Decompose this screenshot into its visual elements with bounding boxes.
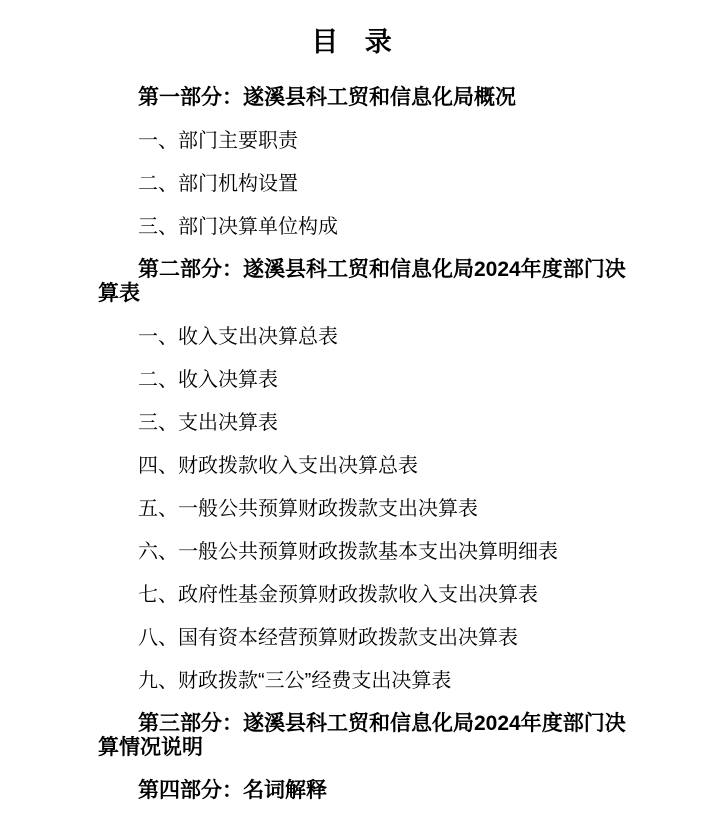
toc-item-part2-8: 八、国有资本经营预算财政拨款支出决算表 [138,627,518,649]
toc-item-part1-1: 一、部门主要职责 [138,130,298,152]
toc-item-part1-3: 三、部门决算单位构成 [138,216,338,238]
toc-item-part2-1: 一、收入支出决算总表 [138,326,338,348]
page-title: 目 录 [311,27,393,57]
toc-item-part2-2: 二、收入决算表 [138,369,278,391]
section-heading-part3: 第三部分：遂溪县科工贸和信息化局2024年度部门决算情况说明 [98,712,626,759]
section-heading-part4: 第四部分：名词解释 [138,779,327,802]
toc-item-part2-5: 五、一般公共预算财政拨款支出决算表 [138,498,478,520]
toc-item-part2-4: 四、财政拨款收入支出决算总表 [138,455,418,477]
toc-item-part2-9: 九、财政拨款“三公”经费支出决算表 [138,670,452,692]
toc-item-part2-6: 六、一般公共预算财政拨款基本支出决算明细表 [138,541,558,563]
toc-item-part2-3: 三、支出决算表 [138,412,278,434]
section-heading-part1: 第一部分：遂溪县科工贸和信息化局概况 [138,86,516,109]
toc-item-part2-7: 七、政府性基金预算财政拨款收入支出决算表 [138,584,538,606]
section-heading-part2: 第二部分：遂溪县科工贸和信息化局2024年度部门决算表 [98,258,626,305]
toc-item-part1-2: 二、部门机构设置 [138,173,298,195]
